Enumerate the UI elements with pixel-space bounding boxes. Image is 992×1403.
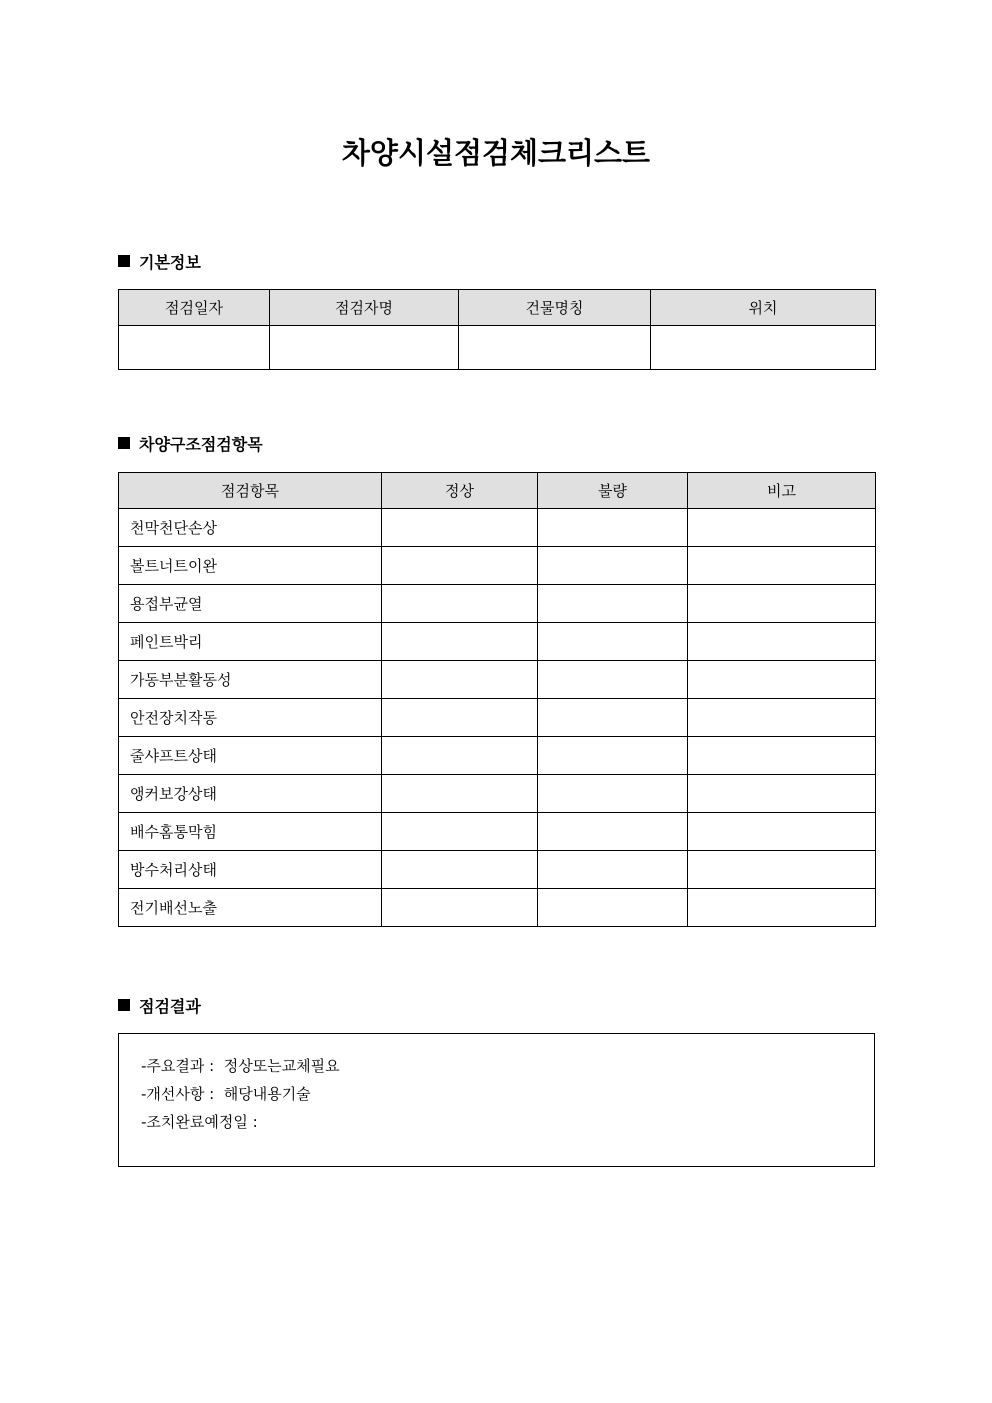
cell-item-name: 볼트너트이완 [119, 547, 382, 585]
cell-remarks[interactable] [688, 737, 876, 775]
table-row [119, 661, 876, 699]
cell-defective[interactable] [538, 813, 688, 851]
cell-normal[interactable] [382, 585, 538, 623]
cell-location[interactable] [651, 326, 876, 370]
cell-remarks[interactable] [688, 813, 876, 851]
inspection-items-table [118, 472, 876, 927]
cell-item-name: 앵커보강상태 [119, 775, 382, 813]
column-header-building-name: 건물명칭 [459, 290, 651, 326]
cell-item-name: 전기배선노출 [119, 889, 382, 927]
table-row [119, 699, 876, 737]
cell-building-name[interactable] [459, 326, 651, 370]
cell-remarks[interactable] [688, 851, 876, 889]
inspection-items-body [119, 509, 876, 927]
column-header-normal: 정상 [382, 473, 538, 509]
cell-remarks[interactable] [688, 661, 876, 699]
cell-defective[interactable] [538, 699, 688, 737]
cell-remarks[interactable] [688, 889, 876, 927]
cell-normal[interactable] [382, 851, 538, 889]
result-line-completion-date: -조치완료예정일 : [141, 1113, 258, 1131]
basic-info-table [118, 289, 876, 370]
cell-item-name: 방수처리상태 [119, 851, 382, 889]
table-row [119, 585, 876, 623]
column-header-location: 위치 [651, 290, 876, 326]
cell-remarks[interactable] [688, 547, 876, 585]
table-row [119, 623, 876, 661]
cell-remarks[interactable] [688, 775, 876, 813]
table-row [119, 737, 876, 775]
square-bullet-icon [118, 437, 130, 449]
column-header-defective: 불량 [538, 473, 688, 509]
cell-normal[interactable] [382, 623, 538, 661]
result-line-improvement: -개선사항 : 해당내용기술 [141, 1085, 311, 1103]
section-heading-basic-info-label: 기본정보 [139, 253, 201, 272]
cell-defective[interactable] [538, 851, 688, 889]
section-heading-inspection-items-label: 차양구조점검항목 [139, 435, 263, 454]
section-heading-basic-info [118, 252, 201, 274]
page-title: 차양시설점검체크리스트 [341, 136, 651, 170]
result-line-main-finding: -주요결과 : 정상또는교체필요 [141, 1057, 340, 1075]
result-notes-box[interactable] [118, 1033, 875, 1167]
cell-item-name: 천막천단손상 [119, 509, 382, 547]
cell-item-name: 배수홈통막힘 [119, 813, 382, 851]
section-heading-result [118, 996, 201, 1018]
cell-normal[interactable] [382, 813, 538, 851]
column-header-inspection-date: 점검일자 [119, 290, 270, 326]
cell-item-name: 페인트박리 [119, 623, 382, 661]
cell-defective[interactable] [538, 547, 688, 585]
column-header-inspector-name: 점검자명 [270, 290, 459, 326]
section-heading-result-label: 점검결과 [139, 997, 201, 1016]
table-header-row [119, 473, 876, 509]
cell-defective[interactable] [538, 737, 688, 775]
square-bullet-icon [118, 255, 130, 267]
cell-item-name: 가동부분활동성 [119, 661, 382, 699]
table-row [119, 509, 876, 547]
cell-normal[interactable] [382, 547, 538, 585]
cell-item-name: 줄샤프트상태 [119, 737, 382, 775]
table-row [119, 326, 876, 370]
cell-item-name: 안전장치작동 [119, 699, 382, 737]
cell-remarks[interactable] [688, 509, 876, 547]
cell-defective[interactable] [538, 775, 688, 813]
cell-remarks[interactable] [688, 699, 876, 737]
table-header-row [119, 290, 876, 326]
column-header-inspection-item: 점검항목 [119, 473, 382, 509]
table-row [119, 889, 876, 927]
table-row [119, 775, 876, 813]
cell-defective[interactable] [538, 889, 688, 927]
table-row [119, 813, 876, 851]
cell-defective[interactable] [538, 661, 688, 699]
cell-defective[interactable] [538, 509, 688, 547]
cell-normal[interactable] [382, 509, 538, 547]
cell-item-name: 용접부균열 [119, 585, 382, 623]
column-header-remarks: 비고 [688, 473, 876, 509]
cell-defective[interactable] [538, 623, 688, 661]
section-heading-inspection-items [118, 434, 263, 456]
cell-remarks[interactable] [688, 623, 876, 661]
cell-normal[interactable] [382, 737, 538, 775]
table-row [119, 547, 876, 585]
cell-normal[interactable] [382, 889, 538, 927]
cell-normal[interactable] [382, 661, 538, 699]
cell-inspector-name[interactable] [270, 326, 459, 370]
table-row [119, 851, 876, 889]
cell-normal[interactable] [382, 699, 538, 737]
cell-defective[interactable] [538, 585, 688, 623]
cell-remarks[interactable] [688, 585, 876, 623]
square-bullet-icon [118, 999, 130, 1011]
cell-inspection-date[interactable] [119, 326, 270, 370]
cell-normal[interactable] [382, 775, 538, 813]
